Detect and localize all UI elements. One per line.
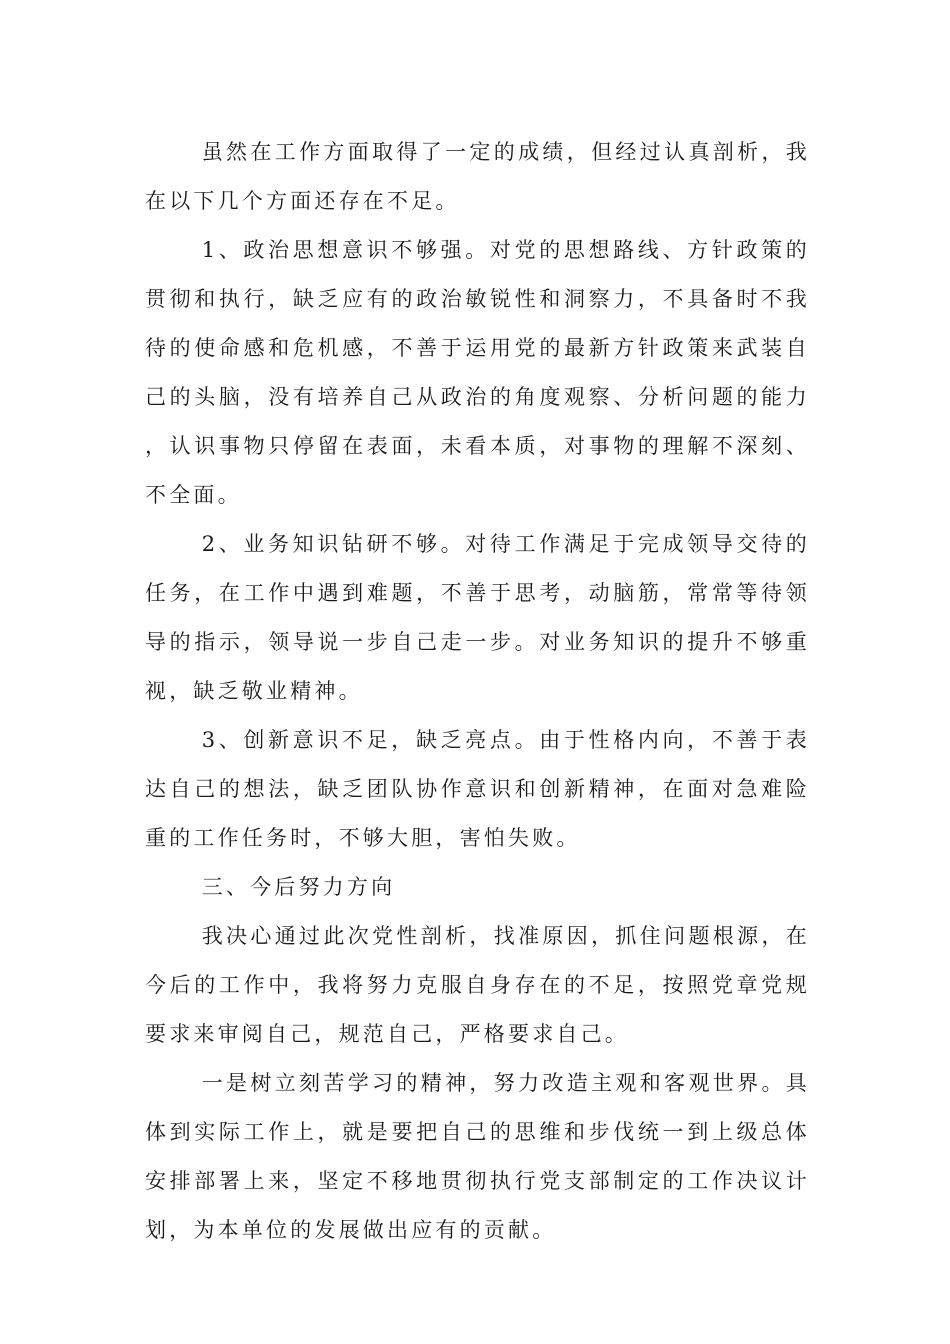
paragraph-item-2: 2、业务知识钻研不够。对待工作满足于完成领导交待的任务，在工作中遇到难题，不善于思考，动脑筋，常常等待领导的指示，领导说一步自己走一步。对业务知识的提升不够重视，缺乏敬业精神。 bbox=[145, 532, 810, 703]
paragraph-resolution: 我决心通过此次党性剖析，找准原因，抓住问题根源，在今后的工作中，我将努力克服自身存在的不足，按照党章党规要求来审阅自己，规范自己，严格要求自己。 bbox=[145, 924, 810, 1046]
paragraph-intro: 虽然在工作方面取得了一定的成绩，但经过认真剖析，我在以下几个方面还存在不足。 bbox=[145, 140, 810, 213]
paragraph-point-1: 一是树立刻苦学习的精神，努力改造主观和客观世界。具体到实际工作上，就是要把自己的思维和步伐统一到上级总体安排部署上来，坚定不移地贯彻执行党支部制定的工作决议计划，为本单位的发展做出应有的贡献。 bbox=[145, 1071, 810, 1242]
paragraph-item-3: 3、创新意识不足，缺乏亮点。由于性格内向，不善于表达自己的想法，缺乏团队协作意识和创新精神，在面对急难险重的工作任务时，不够大胆，害怕失败。 bbox=[145, 728, 810, 850]
section-heading: 三、今后努力方向 bbox=[201, 875, 396, 899]
document-page bbox=[145, 128, 810, 1255]
paragraph-item-1: 1、政治思想意识不够强。对党的思想路线、方针政策的贯彻和执行，缺乏应有的政治敏锐性和洞察力，不具备时不我待的使命感和危机感，不善于运用党的最新方针政策来武装自己的头脑，没有培养自己从政治的角度观察、分析问题的能力，认识事物只停留在表面，未看本质，对事物的理解不深刻、不全面。 bbox=[145, 238, 810, 507]
